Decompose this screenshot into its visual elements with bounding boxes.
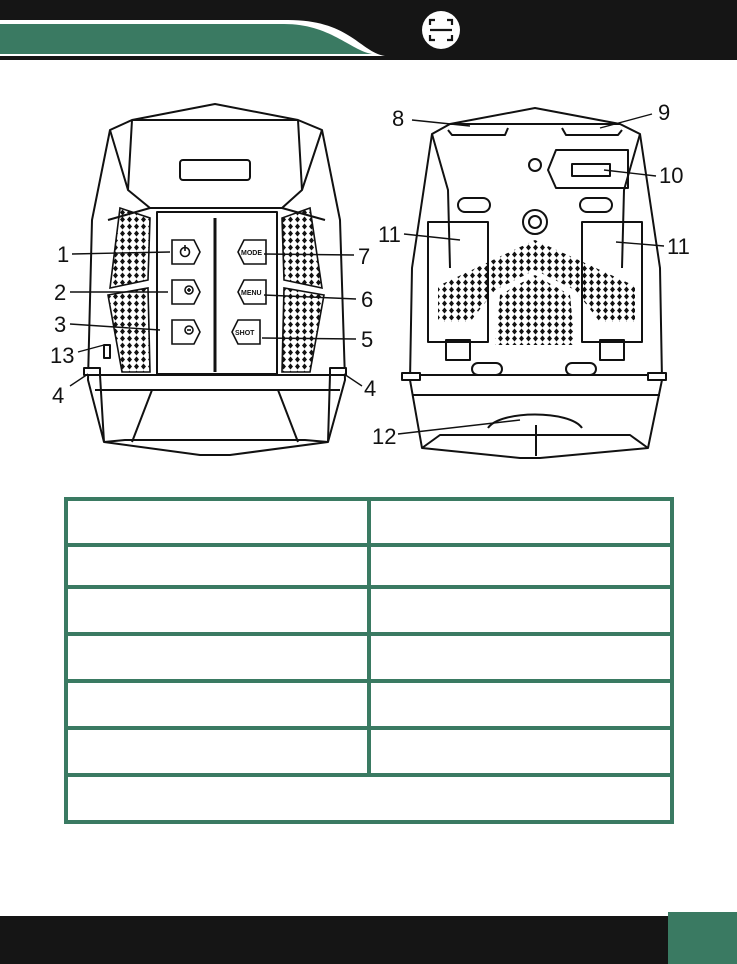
table-row	[66, 545, 672, 587]
table-cell	[66, 587, 369, 634]
device-diagram	[0, 90, 737, 470]
callout-3: 3	[54, 312, 67, 337]
table-cell	[66, 499, 369, 545]
table-cell	[66, 545, 369, 587]
table-cell	[369, 634, 672, 681]
table-row	[66, 728, 672, 775]
callout-13: 13	[50, 343, 75, 368]
callout-5: 5	[361, 327, 374, 352]
table-row	[66, 499, 672, 545]
callout-11-right: 11	[667, 234, 690, 259]
table-row	[66, 634, 672, 681]
callout-11-left: 11	[378, 222, 401, 247]
callout-9: 9	[658, 100, 671, 125]
callout-12: 12	[372, 424, 397, 449]
mode-button-label: MODE	[241, 250, 262, 257]
table-cell	[66, 775, 672, 822]
callout-2: 2	[54, 280, 67, 305]
table-row	[66, 681, 672, 728]
table-cell	[369, 728, 672, 775]
callout-7: 7	[358, 244, 371, 269]
page-header	[0, 0, 737, 60]
ir-zoom-in-button[interactable]	[172, 280, 200, 304]
table-cell	[369, 587, 672, 634]
table-row	[66, 775, 672, 822]
callout-6: 6	[361, 287, 374, 312]
zoom-out-button[interactable]	[172, 320, 200, 344]
table-row	[66, 587, 672, 634]
table-cell	[369, 681, 672, 728]
table-cell	[66, 634, 369, 681]
front-callouts	[50, 242, 376, 408]
table-cell	[369, 499, 672, 545]
table-cell	[66, 681, 369, 728]
callout-10: 10	[659, 163, 684, 188]
rear-speaker-grille	[438, 240, 635, 345]
page-number-tab	[668, 912, 737, 964]
callout-4-left: 4	[52, 383, 65, 408]
callout-1: 1	[57, 242, 70, 267]
callout-4-right: 4	[364, 376, 377, 401]
shot-button-label: SHOT	[235, 330, 255, 337]
table-cell	[66, 728, 369, 775]
callout-8: 8	[392, 106, 405, 131]
power-button[interactable]	[172, 240, 200, 264]
table-cell	[369, 545, 672, 587]
scan-frame-icon[interactable]	[421, 10, 461, 50]
parts-table	[64, 497, 674, 824]
page-footer	[0, 916, 737, 964]
menu-button-label: MENU	[241, 290, 262, 297]
